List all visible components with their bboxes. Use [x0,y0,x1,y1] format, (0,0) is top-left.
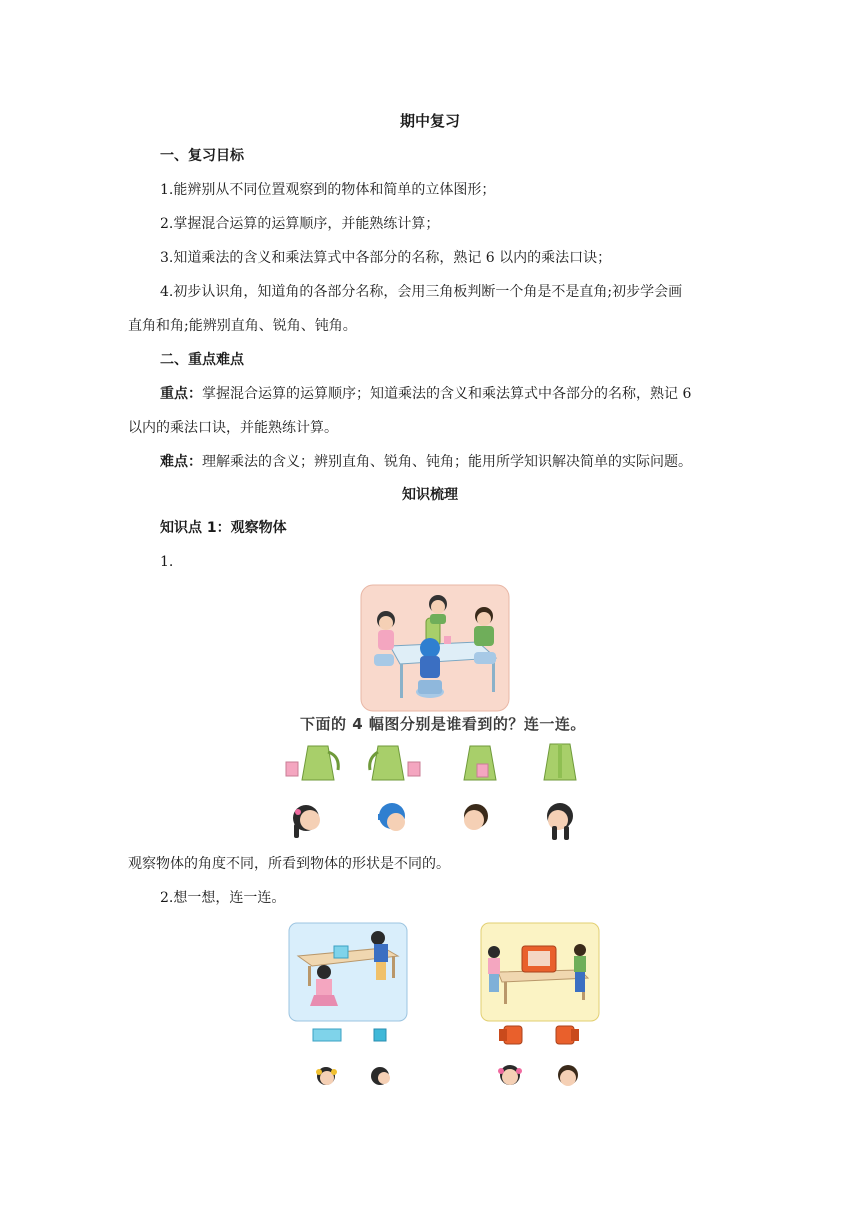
item-1-number: 1. [160,554,174,570]
left-figure-heads-row [314,1064,394,1088]
figure-children-observing-kettle [360,584,510,712]
goal-item-2: 2.掌握混合运算的运算顺序，并能熟练计算； [160,216,440,232]
figure-table-with-tv [480,922,600,1022]
difficulty-label: 难点： [160,454,202,470]
block-views-row [312,1026,392,1046]
goal-item-4: 4.初步认识角，知道角的各部分名称，会用三角板判断一个角是不是直角;初步学会画 [160,284,683,300]
boy-cap-head [378,803,405,831]
section-heading-key-points: 二、重点难点 [160,352,244,368]
goal-item-1: 1.能辨别从不同位置观察到的物体和简单的立体图形； [160,182,496,198]
figure-1-caption: 下面的 4 幅图分别是谁看到的？连一连。 [300,715,586,733]
goal-item-4-continued: 直角和角;能辨别直角、锐角、钝角。 [128,318,357,334]
section-heading-goals: 一、复习目标 [160,148,244,164]
knowledge-point-1-heading: 知识点 1：观察物体 [160,520,287,536]
girl-head-2 [547,803,573,840]
observation-note: 观察物体的角度不同，所看到物体的形状是不同的。 [128,856,450,872]
item-2-text: 2.想一想，连一连。 [160,890,286,906]
difficulty-text: 理解乘法的含义；辨别直角、锐角、钝角；能用所学知识解决简单的实际问题。 [202,454,692,470]
difficulty-paragraph [160,452,740,472]
key-point-continued: 以内的乘法口诀，并能熟练计算。 [128,420,338,436]
tv-views-row [498,1024,584,1046]
goal-item-3: 3.知道乘法的含义和乘法算式中各部分的名称，熟记 6 以内的乘法口诀； [160,250,612,266]
girl-head-1 [293,805,320,838]
key-text: 掌握混合运算的运算顺序；知道乘法的含义和乘法算式中各部分的名称，熟记 6 [202,386,692,402]
right-figure-heads-row [496,1062,586,1088]
children-heads-row [288,796,584,842]
knowledge-heading: 知识梳理 [402,487,458,503]
page-title: 期中复习 [399,112,460,130]
key-label: 重点： [160,386,202,402]
key-point-paragraph [160,384,740,404]
boy-head [464,804,488,830]
kettle-views-row [284,738,584,786]
figure-table-with-block [288,922,408,1022]
